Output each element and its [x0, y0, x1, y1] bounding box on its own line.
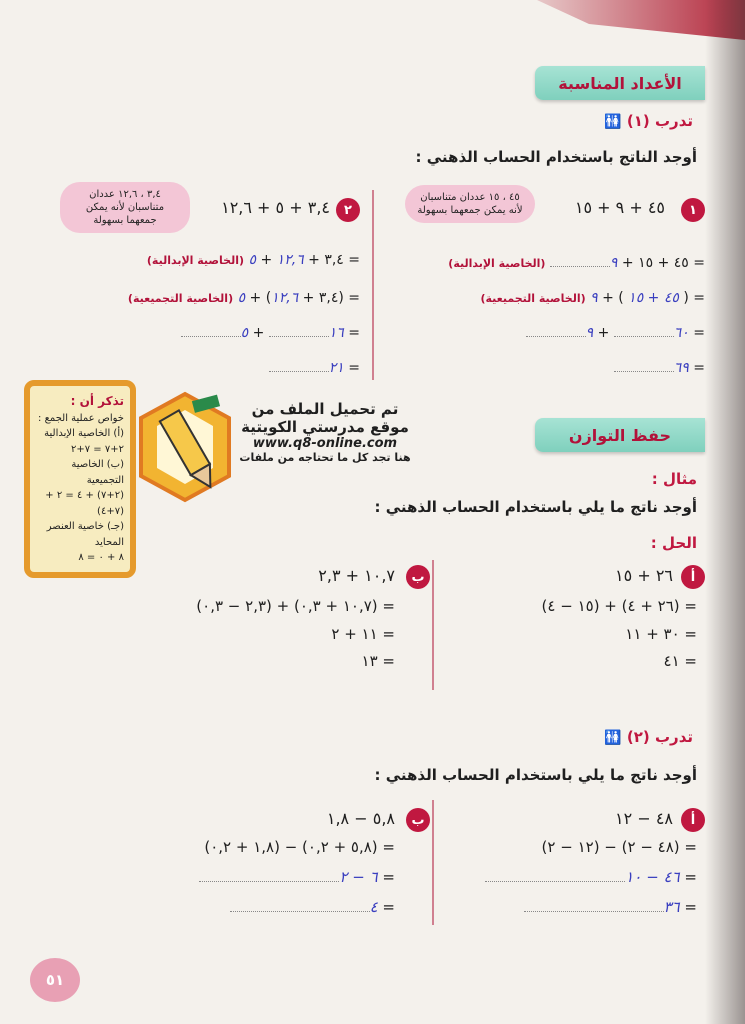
- practice-b-line3: = ٤: [230, 898, 395, 916]
- exercise-expression: ٣,٤ + ٥ + ١٢,٦: [221, 198, 330, 217]
- column-divider: [432, 800, 434, 925]
- solution-label: الحل :: [650, 534, 697, 552]
- example-a-line2: = ٣٠ + ١١: [625, 625, 697, 643]
- hint-bubble: ٤٥ ، ١٥ عددان متناسبان لأنه يمكن جمعهما بسهولة: [405, 185, 535, 223]
- people-icon: 🚻: [604, 730, 622, 746]
- exercise-badge: أ: [681, 808, 705, 832]
- remember-item-b-example: (٢+٧) + ٤ = ٢ + (٧+٤): [45, 490, 124, 517]
- column-divider: [372, 190, 374, 380]
- hint-bubble: ٣,٤ ، ١٢,٦ عددان متناسبان لأنه يمكن جمعهما بسهولة: [60, 182, 190, 233]
- practice-2-prompt: أوجد ناتج ما يلي باستخدام الحساب الذهني :: [374, 766, 697, 784]
- practice-1-label: تدرب (١) 🚻: [604, 112, 693, 130]
- remember-item-c-example: ٨ + ٠ = ٨: [78, 552, 124, 564]
- people-icon: 🚻: [604, 114, 622, 130]
- example-a-line1: = (٢٦ + ٤) + (١٥ − ٤): [541, 597, 697, 615]
- exercise-badge: ب: [406, 808, 430, 832]
- practice-b-line2: = ٦ − ٢: [199, 868, 395, 886]
- example-a-line3: = ٤١: [663, 652, 697, 670]
- remember-title: تذكر أن :: [70, 394, 124, 408]
- practice-a-expression: ٤٨ − ١٢: [615, 809, 673, 828]
- ex2-line4: = ٢١: [269, 360, 360, 376]
- watermark-line4: هنا تجد كل ما تحتاجه من ملفات: [239, 451, 411, 464]
- remember-item-b: (ب) الخاصية التجميعية: [71, 459, 124, 486]
- exercise-badge: ١: [681, 198, 705, 222]
- practice-b-line1: = (٥,٨ + ٠,٢) − (١,٨ + ٠,٢): [204, 838, 395, 856]
- section-title-keep-balance: حفظ التوازن: [535, 418, 705, 452]
- remember-item-c: (جـ) خاصية العنصر المحايد: [46, 521, 124, 548]
- ex2-line2: = (٣,٤ + ١٢,٦) + ٥ (الخاصية التجميعية): [127, 290, 360, 306]
- example-b-line3: = ١٣: [361, 652, 395, 670]
- pencil-logo-icon: [135, 390, 235, 505]
- practice-b-expression: ٥,٨ − ١,٨: [326, 809, 395, 828]
- exercise-badge: أ: [681, 565, 705, 589]
- ex1-line3: = ٦٠ + ٩: [526, 325, 705, 341]
- column-divider: [432, 560, 434, 690]
- remember-box: [24, 380, 136, 578]
- page-number: ٥١: [30, 958, 80, 1002]
- ex2-line1: = ٣,٤ + ١٢,٦ + ٥ (الخاصية الإبدالية): [146, 252, 360, 268]
- practice-a-line3: = ٣٦: [524, 898, 697, 916]
- example-a-expression: ٢٦ + ١٥: [615, 566, 673, 585]
- practice-a-line2: = ٤٦ − ١٠: [485, 868, 697, 886]
- remember-subtitle: خواص عملية الجمع :: [38, 412, 124, 424]
- site-watermark: [230, 400, 420, 464]
- practice-1-prompt: أوجد الناتج باستخدام الحساب الذهني :: [415, 148, 697, 166]
- example-b-expression: ١٠,٧ + ٢,٣: [318, 566, 395, 585]
- remember-item-a-example: ٢+٧ = ٧+٢: [70, 443, 124, 455]
- ex2-line3: = ١٦ + ٥: [181, 325, 360, 341]
- practice-2-label: تدرب (٢) 🚻: [604, 728, 693, 746]
- section-title-suitable-numbers: الأعداد المناسبة: [535, 66, 705, 100]
- ex1-line4: = ٦٩: [614, 360, 705, 376]
- ex1-line1: = ٤٥ + ١٥ + ٩ (الخاصية الإبدالية): [448, 255, 705, 271]
- page-binding-shadow: [705, 0, 745, 1024]
- exercise-badge: ب: [406, 565, 430, 589]
- example-b-line2: = ١١ + ٢: [331, 625, 395, 643]
- example-label: مثال :: [651, 470, 697, 488]
- remember-item-a: (أ) الخاصية الإبدالية: [44, 428, 124, 440]
- watermark-url: www.q8-online.com: [252, 436, 398, 451]
- practice-a-line1: = (٤٨ − ٢) − (١٢ − ٢): [541, 838, 697, 856]
- ex1-line2: = ( ٤٥ + ١٥ ) + ٩ (الخاصية التجميعية): [480, 290, 705, 306]
- example-b-line1: = (١٠,٧ + ٠,٣) + (٢,٣ − ٠,٣): [196, 597, 395, 615]
- example-prompt: أوجد ناتج ما يلي باستخدام الحساب الذهني :: [374, 498, 697, 516]
- watermark-line1: تم تحميل الملف من: [251, 400, 399, 418]
- watermark-line2: موقع مدرستي الكويتية: [241, 418, 409, 436]
- exercise-expression: ٤٥ + ٩ + ١٥: [574, 198, 665, 217]
- exercise-badge: ٢: [336, 198, 360, 222]
